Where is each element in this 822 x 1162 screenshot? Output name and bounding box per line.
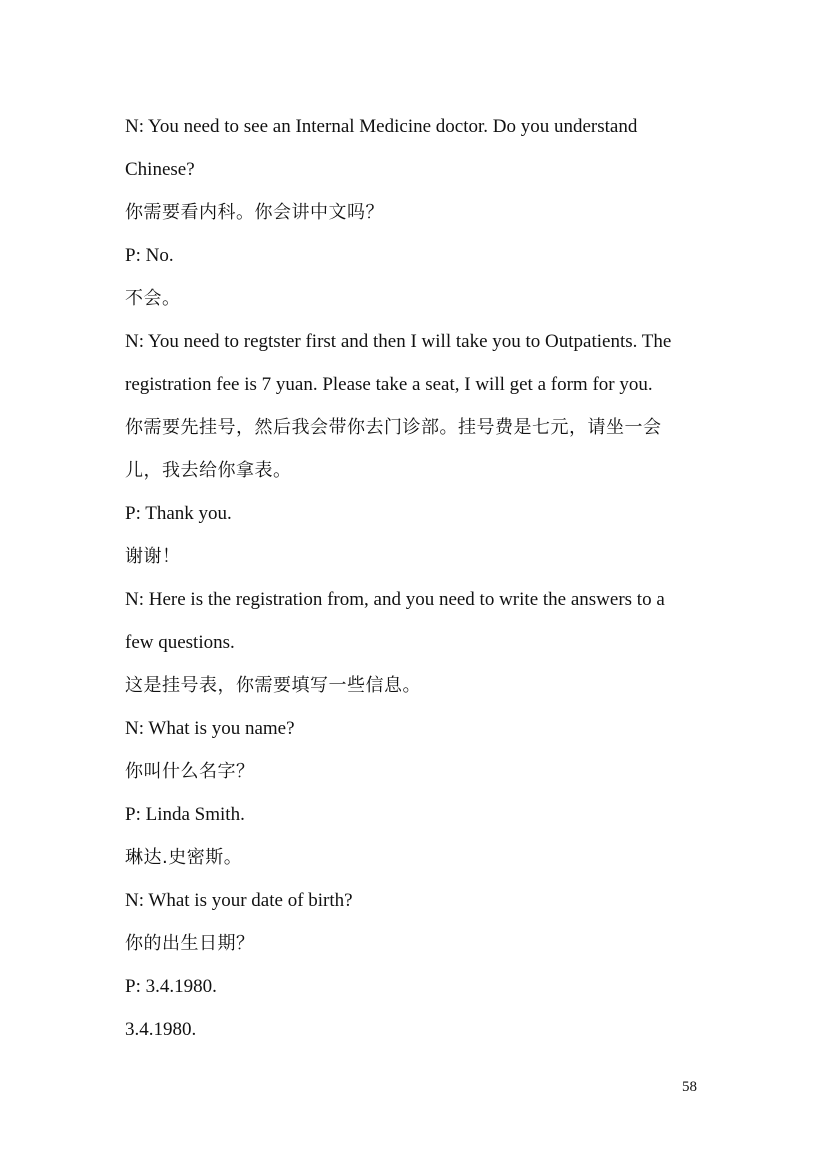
dialogue-line-chinese: 儿，我去给你拿表。 [125, 460, 292, 481]
dialogue-line: N: What is you name? [125, 718, 295, 739]
dialogue-line-chinese: 你的出生日期？ [125, 933, 255, 954]
dialogue-line: P: Thank you. [125, 503, 232, 524]
page-number: 58 [682, 1079, 697, 1095]
dialogue-line-chinese: 这是挂号表，你需要填写一些信息。 [125, 675, 421, 696]
dialogue-line: N: You need to see an Internal Medicine doctor. Do you understand [125, 116, 638, 137]
dialogue-line: N: You need to regtster first and then I will take you to Outpatients. The [125, 331, 672, 352]
dialogue-line-chinese: 谢谢！ [125, 546, 181, 567]
dialogue-line: P: Linda Smith. [125, 804, 245, 825]
dialogue-line: registration fee is 7 yuan. Please take a seat, I will get a form for you. [125, 374, 653, 395]
dialogue-line: N: What is your date of birth? [125, 890, 353, 911]
dialogue-line: P: 3.4.1980. [125, 976, 217, 997]
dialogue-line-chinese: 不会。 [125, 288, 181, 309]
dialogue-line: 3.4.1980. [125, 1019, 197, 1040]
dialogue-line-chinese: 你叫什么名字？ [125, 761, 255, 782]
dialogue-line-chinese: 你需要看内科。你会讲中文吗？ [125, 202, 384, 223]
dialogue-line: Chinese? [125, 159, 195, 180]
dialogue-line-chinese: 琳达.史密斯。 [125, 847, 243, 868]
dialogue-line-chinese: 你需要先挂号，然后我会带你去门诊部。挂号费是七元，请坐一会 [125, 417, 662, 438]
dialogue-text [125, 105, 695, 1051]
dialogue-line: P: No. [125, 245, 174, 266]
dialogue-line: N: Here is the registration from, and you need to write the answers to a [125, 589, 665, 610]
dialogue-line: few questions. [125, 632, 235, 653]
